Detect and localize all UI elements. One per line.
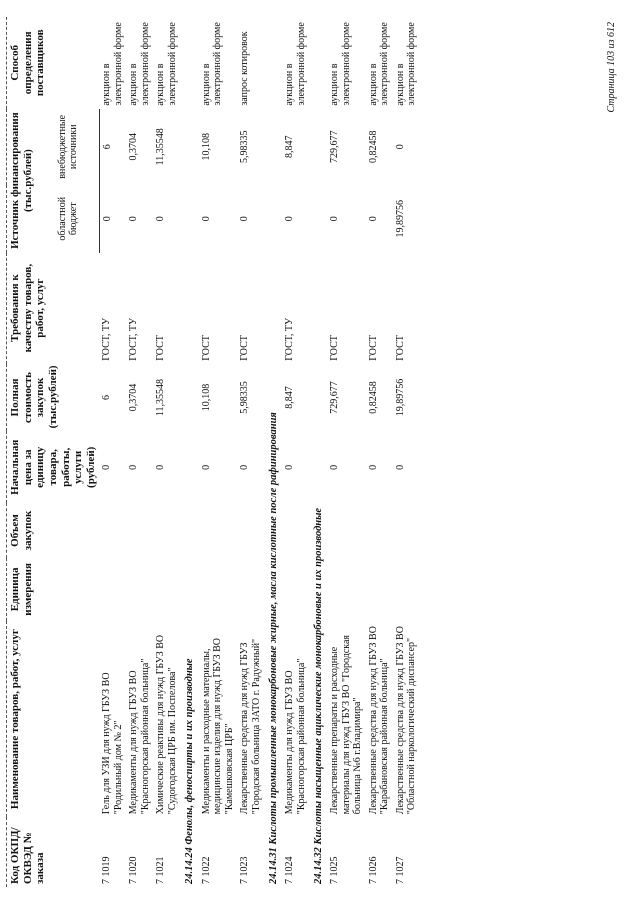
regional-budget: 0 (239, 216, 251, 222)
volume-cell (199, 503, 238, 558)
header-code: Код ОКПД/ ОКВЭД № заказа (7, 817, 100, 887)
extrabudgetary-sources: 8,847 (284, 135, 296, 159)
total-cost: 10,108 (200, 383, 212, 412)
unit-cell (199, 558, 238, 621)
item-name: Лекарственные препараты и расходные материалы для нужд ГБУЗ ВО "Городская больница №6 г.Владимира" (329, 635, 364, 815)
volume-cell (282, 503, 309, 558)
unit-price: 0 (155, 464, 167, 470)
unit-price: 0 (239, 464, 251, 470)
order-code: 7 1026 (367, 856, 379, 884)
regional-budget: 0 (284, 216, 296, 222)
procurement-method: запрос котировок (239, 31, 251, 106)
procurement-method: аукцион в электронной форме (394, 22, 418, 106)
unit-cell (393, 558, 420, 621)
unit-cell (237, 558, 264, 621)
item-name: Медикаменты для нужд ГБУЗ ВО "Красногорская районная больница" (128, 658, 151, 815)
extrabudgetary-sources: 6 (101, 144, 113, 150)
section-row (180, 17, 198, 887)
total-cost: 11,35548 (155, 378, 167, 417)
item-name: Медикаменты и расходные материалы, медицинские изделия для нужд ГБУЗ ВО "Камешковская ЦРБ" (200, 638, 235, 815)
total-cost: 19,89756 (394, 378, 406, 417)
unit-cell (99, 558, 126, 621)
unit-cell (327, 558, 366, 621)
total-cost: 8,847 (284, 386, 296, 409)
extrabudgetary-sources: 5,98335 (239, 130, 251, 164)
regional-budget: 0 (101, 216, 113, 222)
order-code: 7 1023 (239, 856, 251, 884)
unit-price: 0 (284, 464, 296, 470)
unit-price: 0 (329, 464, 341, 470)
volume-cell (126, 503, 153, 558)
quality-requirements: ГОСТ (239, 335, 251, 361)
header-budget: областной бюджет (55, 185, 100, 253)
extrabudgetary-sources: 0,3704 (128, 133, 140, 161)
total-cost: 0,3704 (128, 383, 140, 412)
extrabudgetary-sources: 11,35548 (155, 128, 167, 166)
regional-budget: 0 (367, 216, 379, 222)
procurement-method: аукцион в электронной форме (284, 22, 307, 106)
header-method: Способ определения поставщиков (7, 17, 100, 109)
volume-cell (327, 503, 366, 558)
table-row (199, 17, 238, 887)
quality-requirements: ГОСТ, ТУ (284, 317, 296, 361)
header-financing: Источник финансирования (тыс.рублей) (7, 109, 55, 253)
table-row (153, 17, 180, 887)
regional-budget: 19,89756 (394, 200, 406, 238)
table-row (282, 17, 309, 887)
unit-cell (153, 558, 180, 621)
regional-budget: 0 (155, 216, 167, 222)
unit-price: 0 (200, 464, 212, 470)
regional-budget: 0 (128, 216, 140, 222)
order-code: 7 1027 (394, 856, 406, 884)
volume-cell (237, 503, 264, 558)
section-title: 24.14.24 Фенолы, феноспирты и их производные (184, 658, 196, 884)
section-row (264, 17, 282, 887)
quality-requirements: ГОСТ (155, 335, 167, 361)
quality-requirements: ГОСТ, ТУ (101, 317, 113, 361)
quality-requirements: ГОСТ (394, 335, 406, 361)
header-unit: Единица измерения (7, 558, 100, 621)
total-cost: 729,677 (329, 381, 341, 414)
quality-requirements: ГОСТ (329, 335, 341, 361)
item-name: Медикаменты для нужд ГБУЗ ВО "Красногорская районная больница" (284, 658, 307, 815)
quality-requirements: ГОСТ (200, 335, 212, 361)
table-row (237, 17, 264, 887)
volume-cell (99, 503, 126, 558)
header-total: Полная стоимость закупок (тыс.рублей) (7, 364, 100, 432)
section-title: 24.14.31 Кислоты промышленные монокарбоновые жирные, масла кислотные после рафинирования (268, 412, 280, 884)
unit-price: 0 (101, 464, 113, 470)
extrabudgetary-sources: 0,82458 (367, 130, 379, 164)
unit-price: 0 (394, 464, 406, 470)
procurement-method: аукцион в электронной форме (367, 22, 391, 106)
section-title: 24.14.32 Кислоты насыщенные ациклические монокарбоновые и их производные (313, 507, 325, 884)
unit-cell (282, 558, 309, 621)
table-row (393, 17, 420, 887)
order-code: 7 1021 (155, 856, 167, 884)
total-cost: 5,98335 (239, 381, 251, 414)
item-name: Лекарственные средства для нужд ГБУЗ "Городская больница ЗАТО г. Радужный" (239, 638, 262, 815)
procurement-method: аукцион в электронной форме (200, 22, 224, 106)
page-number: Страница 103 из 612 (606, 22, 617, 113)
procurement-method: аукцион в электронной форме (155, 22, 178, 106)
quality-requirements: ГОСТ (367, 335, 379, 361)
regional-budget: 0 (200, 216, 212, 222)
order-code: 7 1022 (200, 856, 212, 884)
item-name: Гель для УЗИ для нужд ГБУЗ ВО "Родильный дом № 2" (101, 672, 124, 815)
extrabudgetary-sources: 729,677 (329, 130, 341, 164)
header-requirements: Требования к качеству товаров, работ, услуг (7, 253, 100, 364)
procurement-table (6, 17, 420, 887)
table-row (126, 17, 153, 887)
regional-budget: 0 (329, 216, 341, 222)
procurement-method: аукцион в электронной форме (329, 22, 352, 106)
header-extrabudget: внебюджетные источники (55, 109, 100, 185)
unit-cell (366, 558, 393, 621)
item-name: Химические реактивы для нужд ГБУЗ ВО "Судогодская ЦРБ им. Поспелова" (155, 634, 178, 815)
header-price: Начальная цена за единицу товара, работы, услуги (рублей) (7, 431, 100, 503)
table-row (99, 17, 126, 887)
table-row (327, 17, 366, 887)
unit-cell (126, 558, 153, 621)
header-volume: Объем закупок (7, 503, 100, 558)
section-row (309, 17, 327, 887)
total-cost: 0,82458 (367, 381, 379, 414)
order-code: 7 1024 (284, 856, 296, 884)
item-name: Лекарственные средства для нужд ГБУЗ ВО "Областной наркологический диспансер" (394, 626, 418, 815)
quality-requirements: ГОСТ, ТУ (128, 317, 140, 361)
procurement-method: аукцион в электронной форме (128, 22, 151, 106)
unit-price: 0 (367, 464, 379, 470)
procurement-method: аукцион в электронной форме (101, 22, 124, 106)
header-row (7, 17, 55, 887)
order-code: 7 1019 (101, 856, 113, 884)
table-body (99, 17, 419, 887)
unit-price: 0 (128, 464, 140, 470)
volume-cell (393, 503, 420, 558)
extrabudgetary-sources: 10,108 (200, 133, 212, 161)
order-code: 7 1025 (329, 856, 341, 884)
total-cost: 6 (101, 395, 113, 401)
header-name: Наименование товаров, работ, услуг (7, 621, 100, 817)
volume-cell (366, 503, 393, 558)
volume-cell (153, 503, 180, 558)
extrabudgetary-sources: 0 (394, 144, 406, 150)
order-code: 7 1020 (128, 856, 140, 884)
table-row (366, 17, 393, 887)
item-name: Лекарственные средства для нужд ГБУЗ ВО "Карабановская районная больница" (367, 626, 391, 815)
